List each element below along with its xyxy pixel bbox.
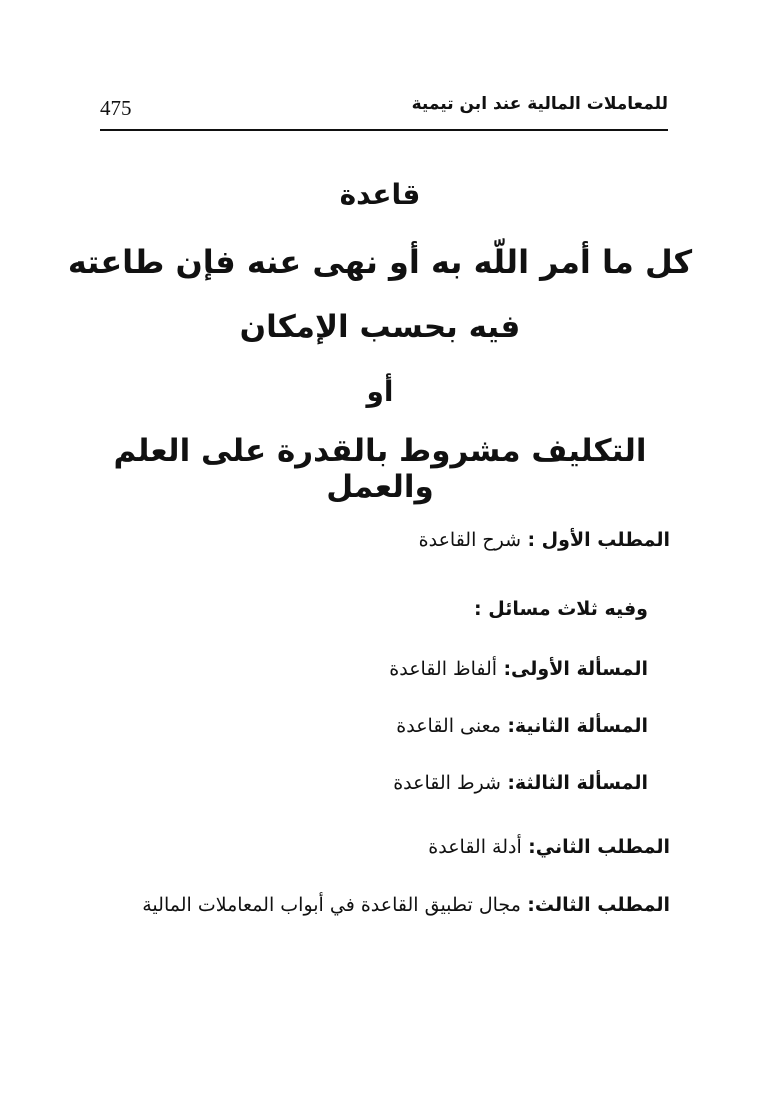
section-3-text: مجال تطبيق القاعدة في أبواب المعاملات المالية [142, 894, 521, 916]
issue-3-heading: المسألة الثالثة: [507, 772, 648, 794]
issue-1-text: ألفاظ القاعدة [389, 658, 498, 680]
page-number: 475 [100, 96, 132, 120]
section-1-heading: المطلب الأول : [527, 529, 670, 551]
section-2-entry [428, 834, 670, 858]
issue-3-text: شرط القاعدة [393, 772, 501, 794]
issue-2-entry [396, 713, 648, 737]
rule-label: قاعدة [339, 178, 421, 211]
section-3-entry [142, 892, 670, 916]
section-3-heading: المطلب الثالث: [527, 894, 670, 916]
rule-title-line-3: التكليف مشروط بالقدرة على العلم والعمل [113, 433, 647, 505]
issue-1-heading: المسألة الأولى: [503, 658, 648, 680]
issue-1-entry [389, 656, 648, 680]
rule-title-or: أو [366, 375, 394, 408]
rule-title-line-2: فيه بحسب الإمكان [239, 309, 521, 345]
issues-intro-text: وفيه ثلاث مسائل : [474, 598, 648, 620]
page-header [100, 94, 668, 128]
section-2-heading: المطلب الثاني: [528, 836, 670, 858]
issues-intro [474, 596, 648, 620]
issue-3-entry [393, 770, 648, 794]
header-rule [100, 129, 668, 131]
section-1-entry [419, 527, 670, 551]
section-2-text: أدلة القاعدة [428, 836, 522, 858]
running-title: للمعاملات المالية عند ابن تيمية [411, 94, 668, 114]
issue-2-heading: المسألة الثانية: [507, 715, 648, 737]
section-1-text: شرح القاعدة [418, 529, 522, 551]
rule-title-line-1: كل ما أمر اللّه به أو نهى عنه فإن طاعته [67, 243, 693, 281]
issue-2-text: معنى القاعدة [396, 715, 501, 737]
